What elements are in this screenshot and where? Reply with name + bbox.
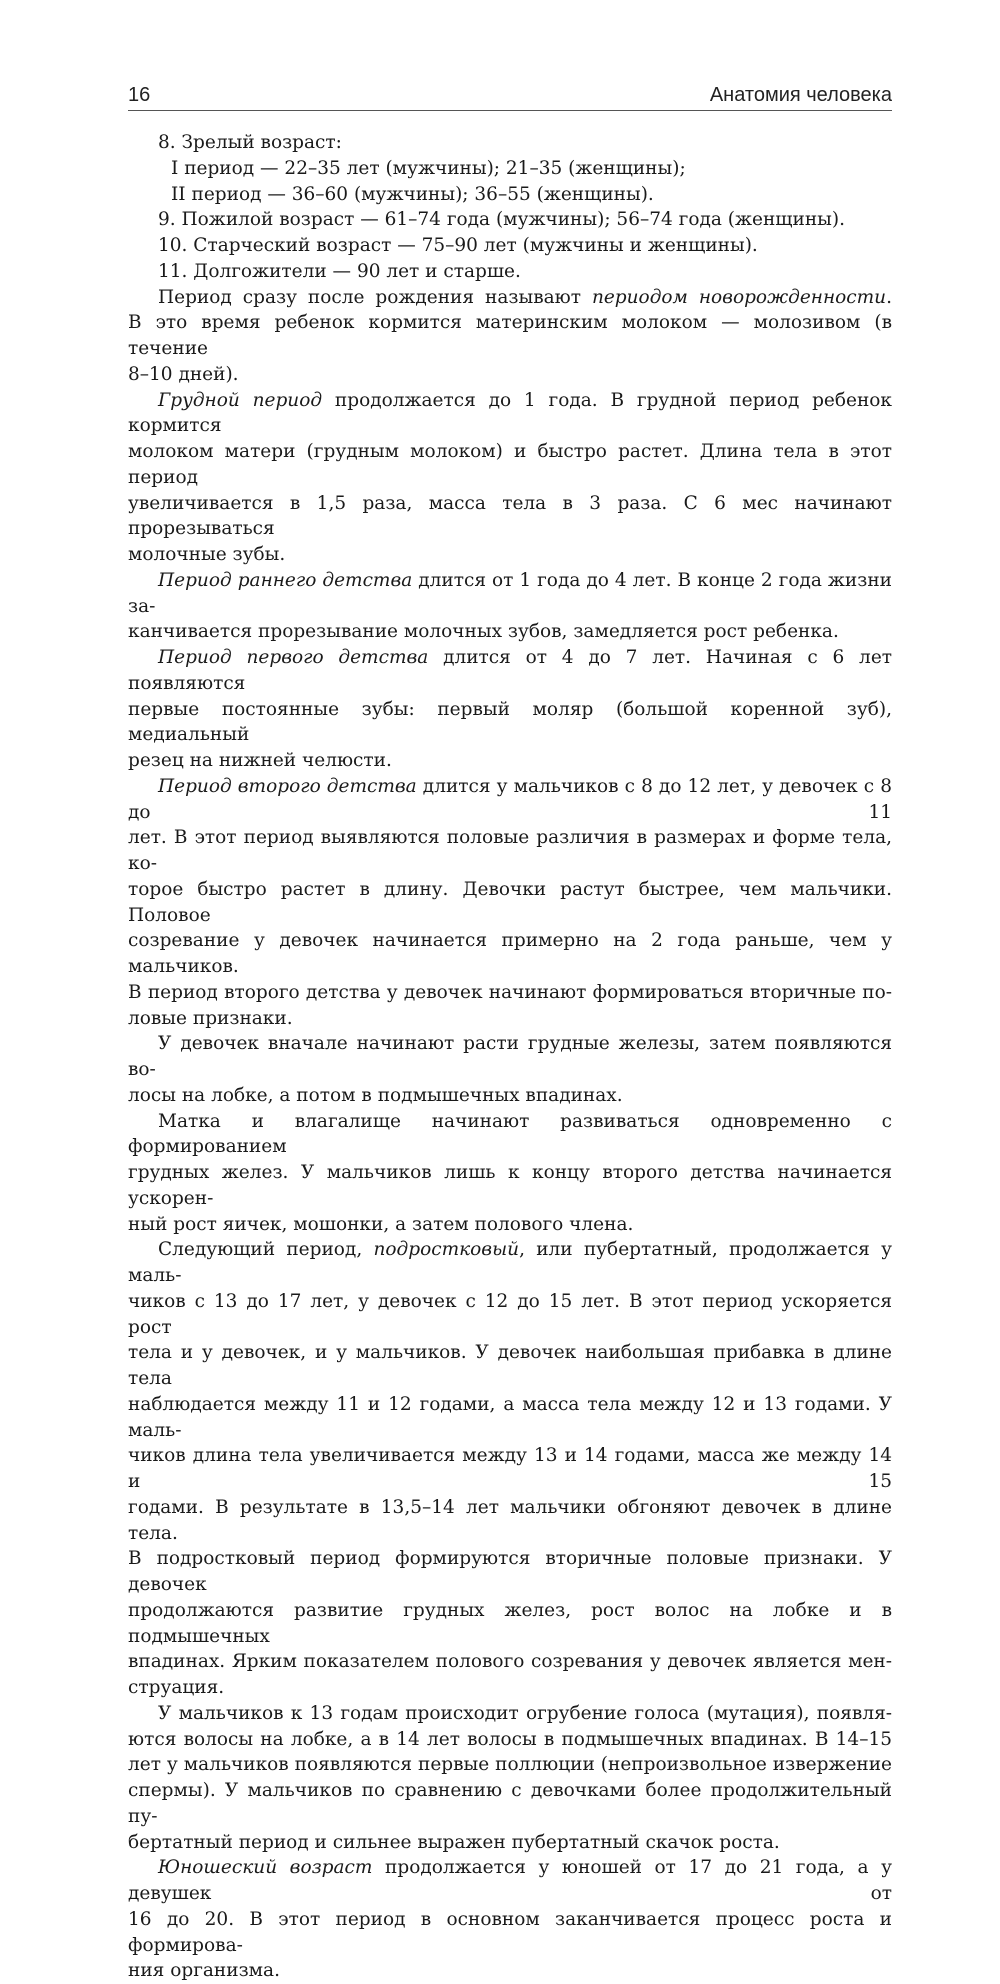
list-subitem: II период — 36–60 (мужчины); 36–55 (женщины). [171, 183, 654, 205]
list-item: 11. Долгожители — 90 лет и старше. [158, 260, 521, 282]
paragraph-first-childhood: Период первого детства длится от 4 до 7 лет. Начиная с 6 лет появляются первые постоянные зубы: первый моляр (большой коренной зуб), медиальный резец на нижней челюсти. [128, 647, 892, 771]
page-body [128, 130, 892, 1984]
paragraph-newborn: Период сразу после рождения называют периодом новорожденности. В это время ребенок кормится материнским молоком — молозивом (в течение 8–10 дней). [128, 286, 892, 385]
paragraph-youth: Юношеский возраст продолжается у юношей от 17 до 21 года, а у девушек от 16 до 20. В этот период в основном заканчивается процесс роста и формирова- ния организма. [128, 1857, 892, 1982]
list-item: 10. Старческий возраст — 75–90 лет (мужчины и женщины). [158, 235, 758, 256]
paragraph-infancy: Грудной период продолжается до 1 года. В грудной период ребенок кормится молоком матери (грудным молоком) и быстро растет. Длина тела в этот период увеличивается в 1,5 раза, масса тела в 3 раза. С 6 мес начинают прорезываться молочные зубы. [128, 389, 892, 565]
paragraph-second-childhood: Период второго детства длится у мальчиков с 8 до 12 лет, у девочек с 8 до 11 лет. В этот период выявляются половые различия в размерах и форме тела, ко- торое быстро растет в длину. Девочки растут быстрее, чем мальчики. Половое созревание у девочек начинается примерно на 2 года раньше, чем у мальчиков. В период второго детства у девочек начинают формироваться вторичные по- ловые признаки. [128, 775, 893, 1029]
list-subitem: I период — 22–35 лет (мужчины); 21–35 (женщины); [171, 157, 686, 179]
list-item: 9. Пожилой возраст — 61–74 года (мужчины); 56–74 года (женщины). [158, 209, 845, 231]
running-title: Анатомия человека [709, 84, 892, 106]
page-number: 16 [128, 84, 151, 106]
header-rule [128, 110, 892, 111]
paragraph-girls: У девочек вначале начинают расти грудные железы, затем появляются во- лосы на лобке, а потом в подмышечных впадинах. [128, 1033, 892, 1106]
paragraph-boys: У мальчиков к 13 годам происходит огрубение голоса (мутация), появля- ются волосы на лобке, а в 14 лет волосы в подмышечных впадинах. В 14–15 лет у мальчиков появляются первые поллюции (непроизвольное извержение спермы). У мальчиков по сравнению с девочками более продолжительный пу- бертатный период и сильнее выражен пубертатный скачок роста. [128, 1702, 892, 1853]
running-header [128, 84, 892, 116]
paragraph-adolescence: Следующий период, подростковый, или пубертатный, продолжается у маль- чиков с 13 до 17 лет, у девочек с 12 до 15 лет. В этот период ускоряется рост тела и у девочек, и у мальчиков. У девочек наибольшая прибавка в длине тела наблюдается между 11 и 12 годами, а масса тела между 12 и 13 годами. У маль- чиков длина тела увеличивается между 13 и 14 годами, масса же между 14 и 15 годами. В результате в 13,5–14 лет мальчики обгоняют девочек в длине тела. В подростковый период формируются вторичные половые признаки. У девочек продолжаются развитие грудных желез, рост волос на лобке и в подмышечных впадинах. Ярким показателем полового созревания у девочек является мен- струация. [128, 1239, 892, 1698]
paragraph-uterus: Матка и влагалище начинают развиваться одновременно с формированием грудных желез. У мальчиков лишь к концу второго детства начинается ускорен- ный рост яичек, мошонки, а затем полового члена. [128, 1110, 892, 1235]
paragraph-early-childhood: Период раннего детства длится от 1 года до 4 лет. В конце 2 года жизни за- канчивается прорезывание молочных зубов, замедляется рост ребенка. [128, 569, 892, 643]
list-item: 8. Зрелый возраст: [158, 132, 342, 153]
